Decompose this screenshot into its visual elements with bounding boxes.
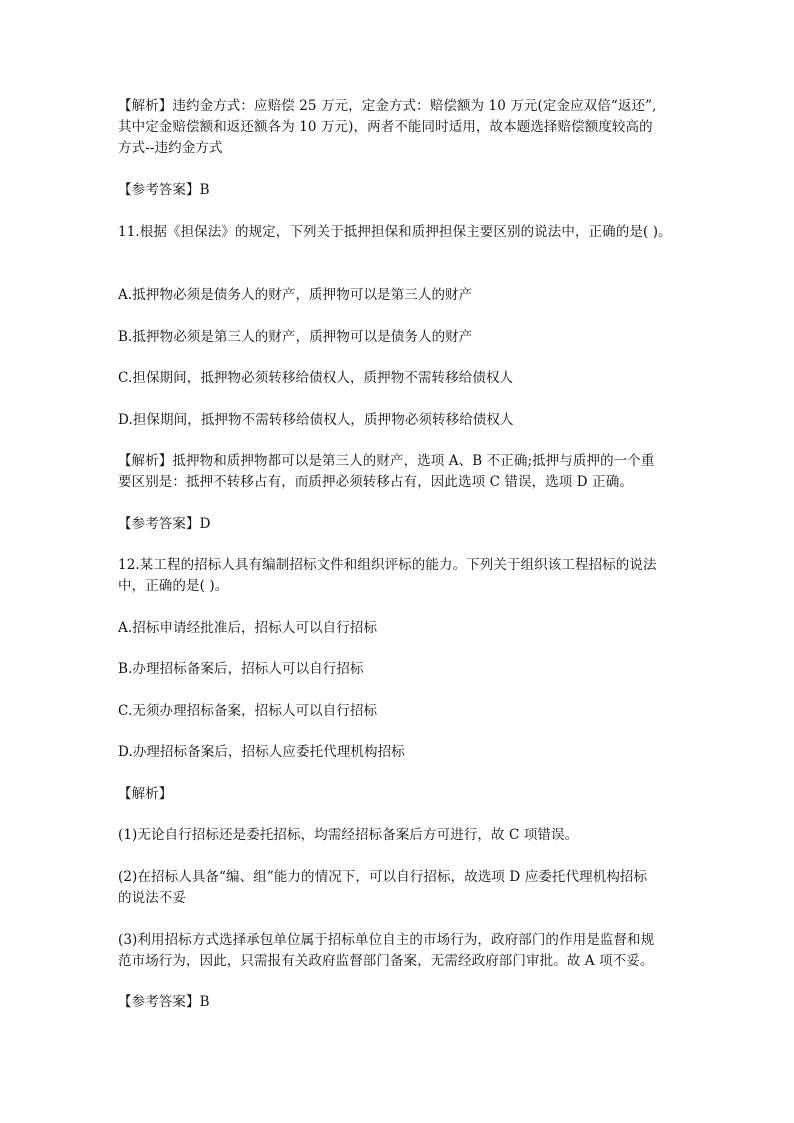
q10-analysis-line-1: 【解析】违约金方式：应赔偿 25 万元，定金方式：赔偿额为 10 万元(定金应双倍“返还”, — [118, 98, 657, 114]
q12-point2-line-2: 的说法不妥 — [118, 890, 186, 906]
q11-option-c: C.担保期间，抵押物必须转移给债权人，质押物不需转移给债权人 — [118, 370, 514, 386]
q12-option-d: D.办理招标备案后，招标人应委托代理机构招标 — [118, 744, 405, 760]
q10-answer: 【参考答案】B — [118, 182, 210, 198]
q10-analysis-line-2: 其中定金赔偿额和返还额各为 10 万元)，两者不能同时适用，故本题选择赔偿额度较高的 — [118, 119, 653, 135]
q12-question-line-2: 中，正确的是( )。 — [118, 578, 229, 594]
q12-answer: 【参考答案】B — [118, 994, 210, 1010]
q12-option-b: B.办理招标备案后，招标人可以自行招标 — [118, 661, 364, 677]
q12-option-c: C.无须办理招标备案，招标人可以自行招标 — [118, 703, 378, 719]
q11-analysis — [118, 451, 698, 493]
q11-question: 11.根据《担保法》的规定，下列关于抵押担保和质押担保主要区别的说法中，正确的是( )。 — [118, 224, 672, 240]
q12-analysis-heading: 【解析】 — [118, 786, 173, 802]
q11-analysis-line-2: 要区别是：抵押不转移占有，而质押必须转移占有，因此选项 C 错误，选项 D 正确。 — [118, 474, 633, 490]
q11-answer: 【参考答案】D — [118, 516, 211, 532]
q12-analysis-point-3 — [118, 930, 698, 972]
q12-question-line-1: 12.某工程的招标人具有编制招标文件和组织评标的能力。下列关于组织该工程招标的说法 — [118, 557, 657, 573]
q11-option-d: D.担保期间，抵押物不需转移给债权人，质押物必须转移给债权人 — [118, 412, 514, 428]
q12-point3-line-1: (3)利用招标方式选择承包单位属于招标单位自主的市场行为，政府部门的作用是监督和规 — [118, 932, 655, 948]
q11-option-a: A.抵押物必须是债务人的财产，质押物可以是第三人的财产 — [118, 287, 473, 303]
q10-analysis-line-3: 方式--违约金方式 — [118, 140, 223, 156]
q12-option-a: A.招标申请经批准后，招标人可以自行招标 — [118, 620, 378, 636]
q12-analysis-point-2 — [118, 867, 698, 909]
q12-point2-line-1: (2)在招标人具备“编、组”能力的情况下，可以自行招标，故选项 D 应委托代理机构招标 — [118, 869, 648, 885]
q12-analysis-point-1: (1)无论自行招标还是委托招标，均需经招标备案后方可进行，故 C 项错误。 — [118, 827, 579, 843]
q12-point3-line-2: 范市场行为，因此，只需报有关政府监督部门备案，无需经政府部门审批。故 A 项不妥。 — [118, 953, 654, 969]
q10-analysis — [118, 96, 698, 159]
q12-question — [118, 555, 698, 597]
q11-option-b: B.抵押物必须是第三人的财产，质押物可以是债务人的财产 — [118, 329, 473, 345]
q11-analysis-line-1: 【解析】抵押物和质押物都可以是第三人的财产，选项 A、B 不正确;抵押与质押的一个重 — [118, 453, 655, 469]
